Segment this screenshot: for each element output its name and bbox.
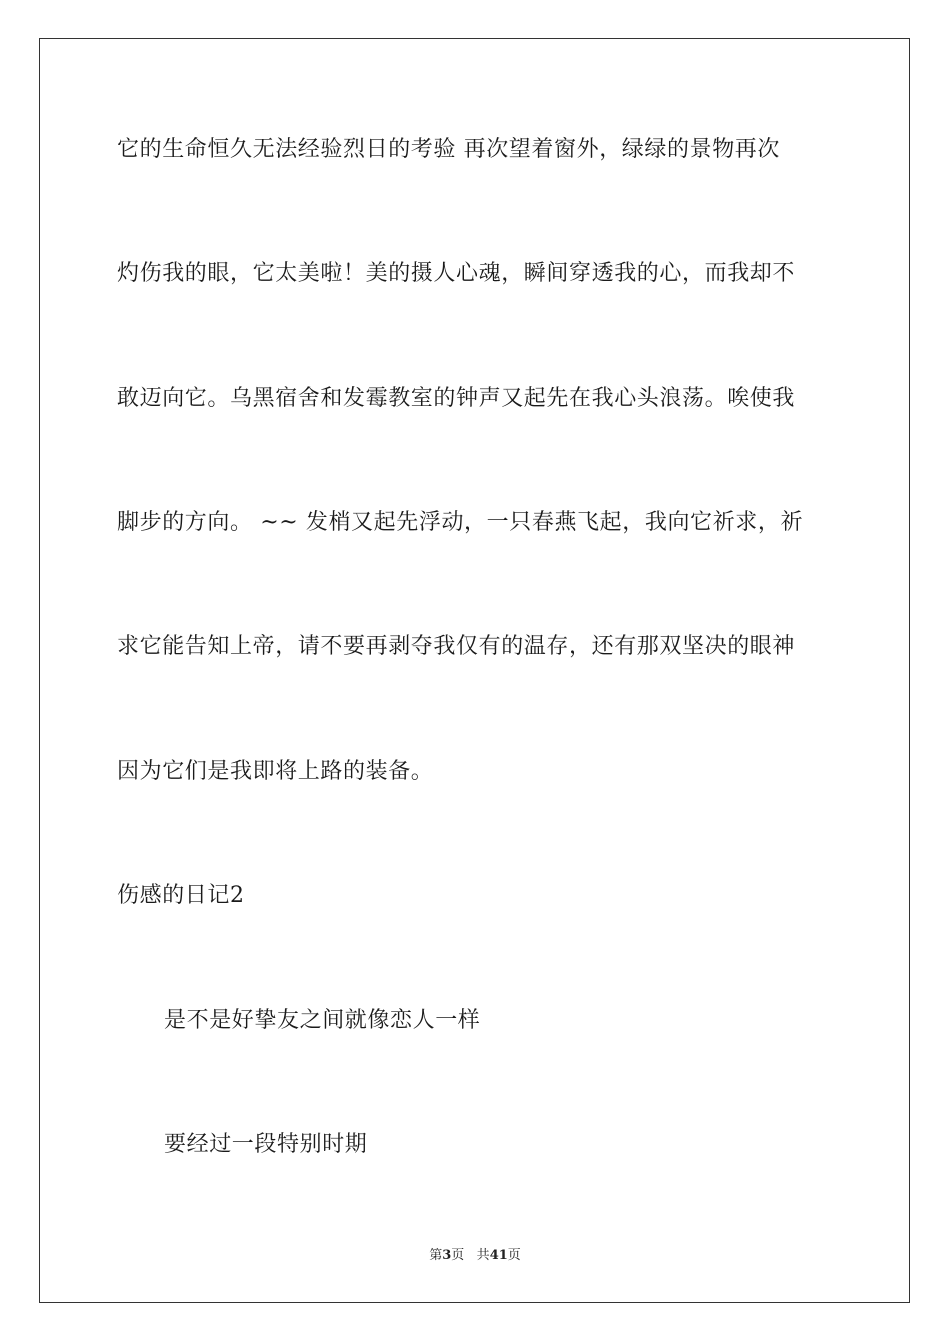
page-prefix: 第 (429, 1248, 443, 1263)
total-prefix: 共 (476, 1248, 490, 1263)
paragraph-line: 脚步的方向。 ~~ 发梢又起先浮动，一只春燕飞起，我向它祈求，祈 (117, 510, 804, 535)
total-suffix: 页 (507, 1248, 521, 1263)
paragraph-line: 求它能告知上帝，请不要再剥夺我仅有的温存，还有那双坚决的眼神 (117, 634, 796, 659)
paragraph-line: 它的生命恒久无法经验烈日的考验 再次望着窗外，绿绿的景物再次 (117, 137, 780, 162)
total-pages: 41 (489, 1248, 508, 1263)
poem-line: 是不是好挚友之间就像恋人一样 (164, 1008, 481, 1033)
paragraph-line: 灼伤我的眼，它太美啦！美的摄人心魂，瞬间穿透我的心，而我却不 (117, 261, 796, 286)
section-title: 伤感的日记2 (117, 883, 245, 908)
paragraph-line: 敢迈向它。乌黑宿舍和发霉教室的钟声又起先在我心头浪荡。唉使我 (117, 386, 796, 411)
page-border (39, 38, 910, 1303)
page-number: 3 (442, 1248, 452, 1263)
page-footer (0, 1248, 950, 1264)
page-suffix: 页 (451, 1248, 465, 1263)
poem-line: 要经过一段特别时期 (164, 1132, 368, 1157)
paragraph-line: 因为它们是我即将上路的装备。 (117, 759, 434, 784)
